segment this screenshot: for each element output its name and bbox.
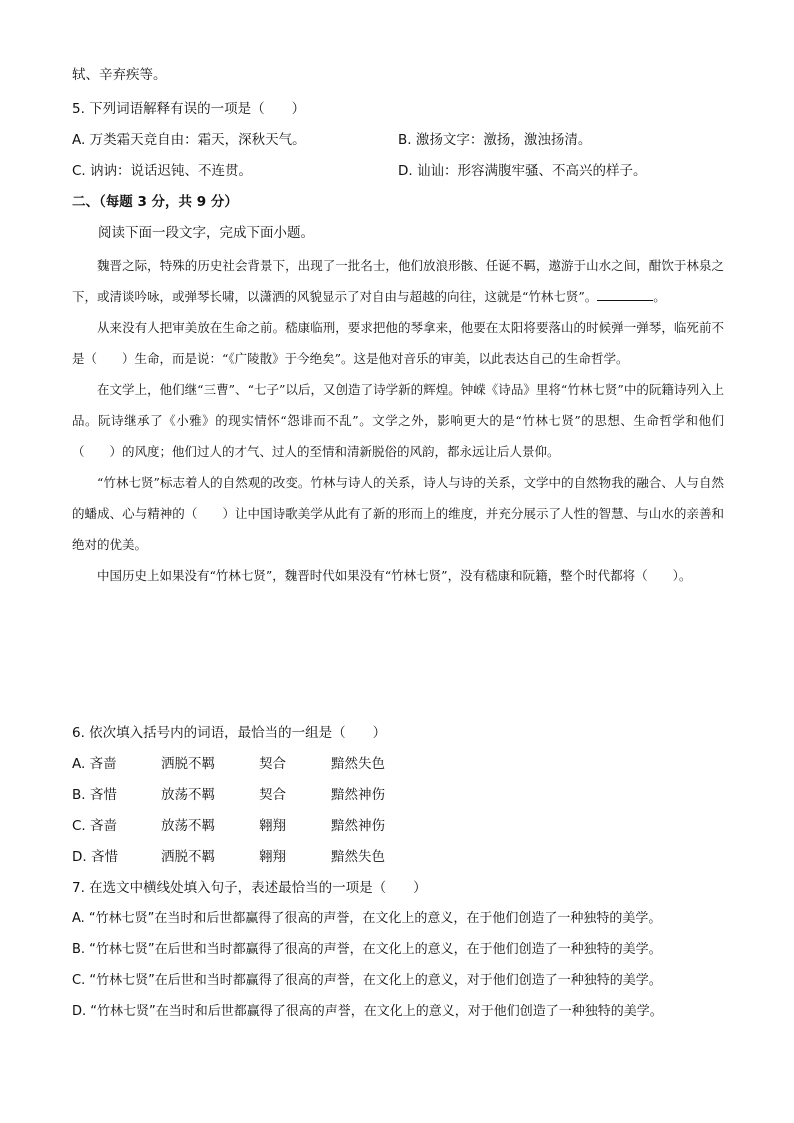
q6-b-word-4: 黯然神伤	[331, 787, 385, 803]
passage-paragraph-2: 从来没有人把审美放在生命之前。嵇康临刑，要求把他的琴拿来，他要在太阳将要落山的时候弹一弹琴，临死前不是（ ）生命，而是说：“《广陵散》于今绝矣”。这是他对音乐的审美，以此表达自己的生命哲学。	[72, 320, 724, 366]
q6-option-d	[72, 848, 385, 866]
question-7-stem: 7. 在选文中横线处填入句子，表述最恰当的一项是（ ）	[72, 880, 427, 896]
q7-option-a: A. “竹林七贤”在当时和后世都赢得了很高的声誉，在文化上的意义，在于他们创造了一种独特的美学。	[72, 911, 662, 926]
q7-option-b: B. “竹林七贤”在后世和当时都赢得了很高的声誉，在文化上的意义，在于他们创造了一种独特的美学。	[72, 942, 662, 957]
question-6-stem: 6. 依次填入括号内的词语，最恰当的一组是（ ）	[72, 725, 387, 741]
passage-paragraph-5: 中国历史上如果没有“竹林七贤”，魏晋时代如果没有“竹林七贤”，没有嵇康和阮籍，整个时代都将（ ）。	[97, 568, 692, 583]
q6-d-word-2: 洒脱不羁	[161, 849, 215, 865]
q6-option-b	[72, 786, 385, 804]
section-2-instruction: 阅读下面一段文字，完成下面小题。	[98, 225, 314, 241]
q6-a-word-2: 洒脱不羁	[161, 756, 215, 772]
question-5-stem: 5. 下列词语解释有误的一项是（ ）	[72, 101, 306, 117]
q5-option-b: B. 激扬文字：激扬，激浊扬清。	[398, 132, 592, 148]
passage-paragraph-1	[72, 250, 724, 312]
q6-a-word-4: 黯然失色	[331, 756, 385, 772]
q5-option-d: D. 讪讪：形容满腹牢骚、不高兴的样子。	[398, 163, 647, 179]
q5-option-a: A. 万类霜天竞自由：霜天，深秋天气。	[72, 132, 306, 148]
reading-passage	[72, 250, 724, 591]
q6-c-word-3: 翱翔	[259, 818, 286, 834]
q6-b-word-3: 契合	[259, 787, 286, 803]
passage-paragraph-3: 在文学上，他们继“三曹”、“七子”以后，又创造了诗学新的辉煌。钟嵘《诗品》里将“竹林七贤”中的阮籍诗列入上品。阮诗继承了《小雅》的现实情怀“怨诽而不乱”。文学之外，影响更大的是“竹林七贤”的思想、生命哲学和他们（ ）的风度；他们过人的才气、过人的至情和清新脱俗的风韵，都永远让后人景仰。	[72, 382, 724, 459]
q6-option-c	[72, 817, 385, 835]
section-2-heading: 二、（每题 3 分，共 9 分）	[72, 194, 238, 210]
q7-option-c: C. “竹林七贤”在后世和当时都赢得了很高的声誉，在文化上的意义，对于他们创造了一种独特的美学。	[72, 973, 662, 988]
q6-a-word-1: A. 吝啬	[72, 756, 117, 772]
q5-option-c: C. 讷讷：说话迟钝、不连贯。	[72, 163, 253, 179]
q6-d-word-4: 黯然失色	[331, 849, 385, 865]
q6-b-word-1: B. 吝惜	[72, 787, 117, 803]
q6-option-a	[72, 755, 385, 773]
q6-d-word-3: 翱翔	[259, 849, 286, 865]
passage-paragraph-1-end: 。	[653, 289, 666, 304]
q6-c-word-1: C. 吝啬	[72, 818, 118, 834]
continuation-line: 轼、辛弃疾等。	[72, 67, 167, 83]
passage-paragraph-1-text: 魏晋之际，特殊的历史社会背景下，出现了一批名士，他们放浪形骸、任诞不羁，遨游于山水之间，酣饮于林泉之下，或清谈吟咏，或弹琴长啸，以潇洒的风貌显示了对自由与超越的向往，这就是“竹林七贤”。	[72, 258, 724, 304]
q6-c-word-2: 放荡不羁	[161, 818, 215, 834]
q6-d-word-1: D. 吝惜	[72, 849, 118, 865]
q6-c-word-4: 黯然神伤	[331, 818, 385, 834]
passage-paragraph-4: “竹林七贤”标志着人的自然观的改变。竹林与诗人的关系，诗人与诗的关系，文学中的自然物我的融合、人与自然的蟠成、心与精神的（ ）让中国诗歌美学从此有了新的形而上的维度，并充分展示了人性的智慧、与山水的亲善和绝对的优美。	[72, 475, 724, 552]
q6-b-word-2: 放荡不羁	[161, 787, 215, 803]
q7-option-d: D. “竹林七贤”在当时和后世都赢得了很高的声誉，在文化上的意义，对于他们创造了一种独特的美学。	[72, 1004, 663, 1019]
fill-blank-line	[597, 288, 653, 301]
q6-a-word-3: 契合	[259, 756, 286, 772]
